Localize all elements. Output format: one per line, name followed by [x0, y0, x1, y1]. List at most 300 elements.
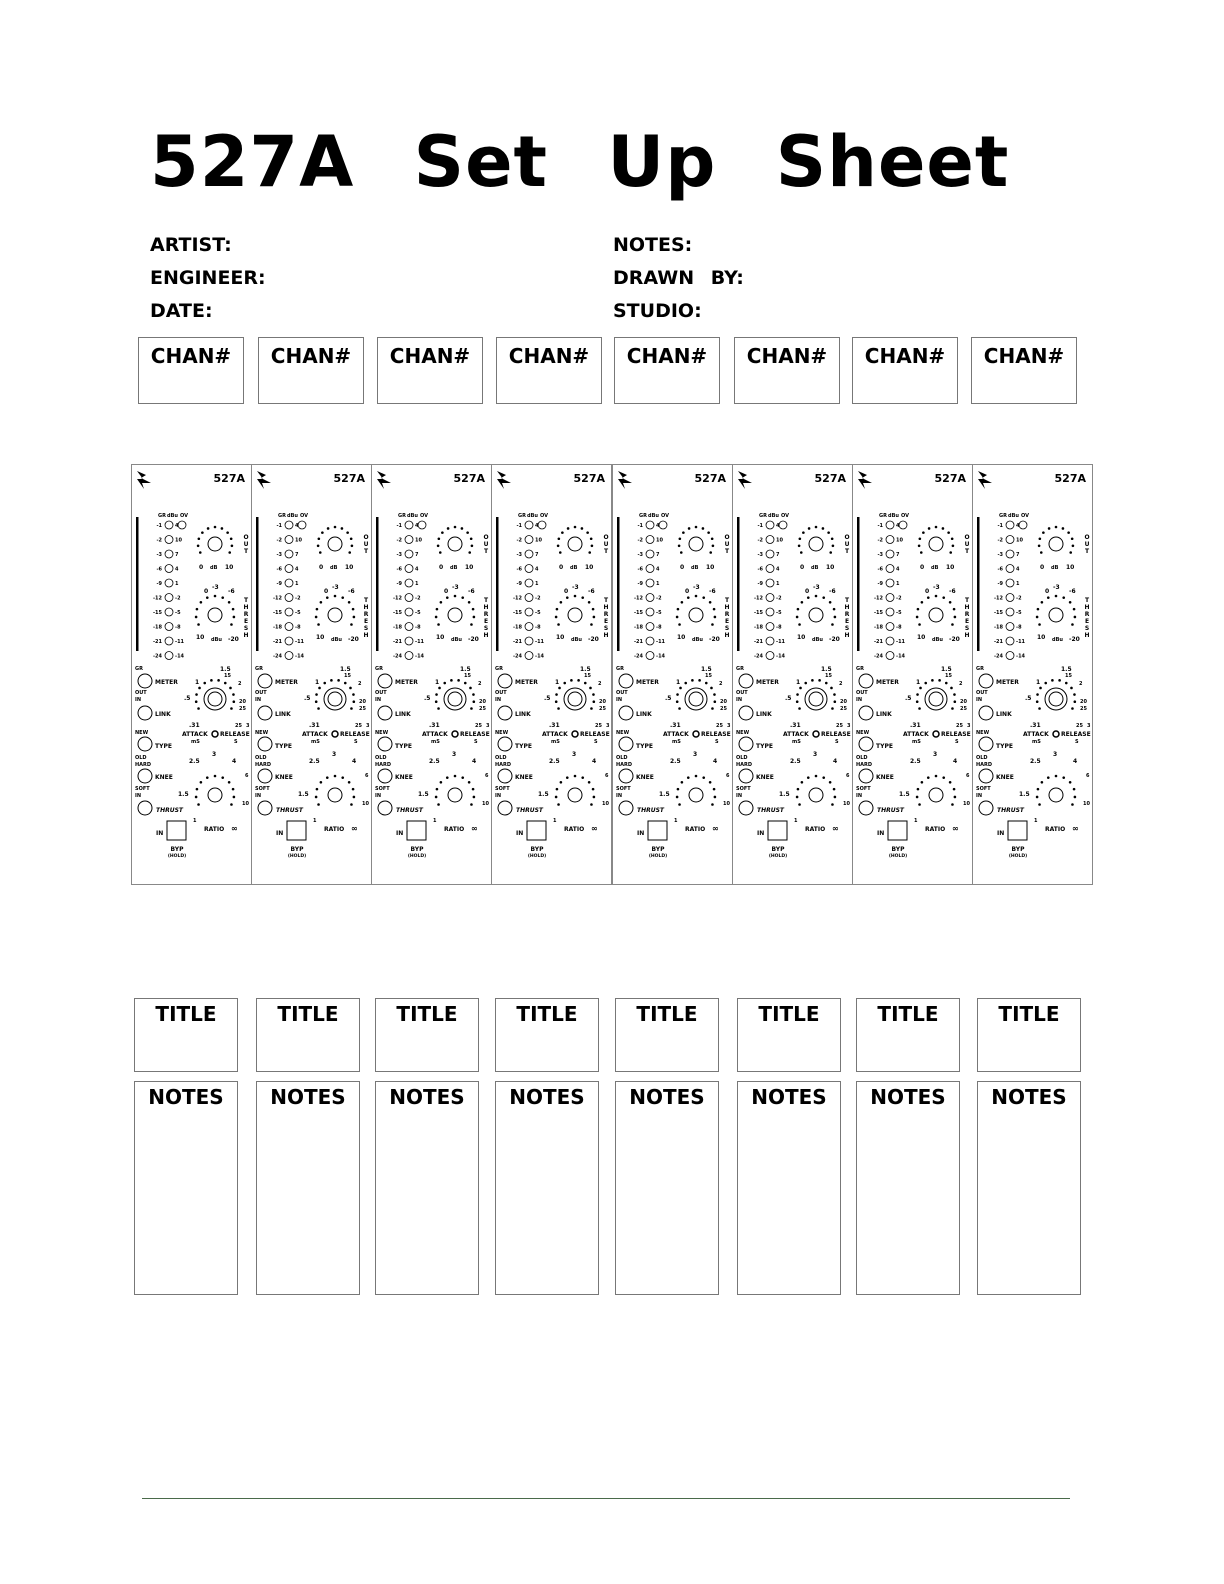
thresh-letter: H [483, 632, 489, 639]
gr-scale-label: -1 [877, 523, 883, 529]
attack-label: ATTACK [903, 731, 929, 738]
knee-button[interactable] [138, 769, 152, 783]
attack-scale-dot [1073, 693, 1076, 696]
meter-led [525, 521, 533, 529]
ratio-scale-dot [1055, 775, 1058, 778]
out-letter: T [603, 548, 609, 555]
thresh-scale-dot [677, 608, 680, 611]
output-knob[interactable] [568, 537, 582, 551]
ratio-scale-1: 1 [553, 818, 557, 824]
title-box-5[interactable] [615, 998, 719, 1072]
ratio-scale-1: 1 [674, 818, 678, 824]
notes-box-6[interactable] [737, 1081, 841, 1295]
type-button[interactable] [979, 737, 993, 751]
release-scale-3: 3 [486, 723, 490, 729]
ratio-knob[interactable] [448, 788, 462, 802]
attack-scale-15: 15 [945, 673, 952, 679]
gr-scale-label: -6 [396, 566, 402, 573]
thresh-scale-dot [221, 596, 224, 599]
overload-led [418, 521, 426, 529]
bypass-button[interactable] [648, 821, 667, 840]
threshold-knob[interactable] [568, 608, 582, 622]
title-box-6[interactable] [737, 998, 841, 1072]
out-dial-unit: dB [570, 565, 578, 571]
attack-scale-dot [798, 707, 801, 710]
gr-scale-label: -1 [156, 523, 162, 529]
attack-label: ATTACK [302, 731, 328, 738]
output-knob[interactable] [689, 537, 703, 551]
thresh-dial-m3: -3 [572, 584, 579, 591]
knee-button[interactable] [498, 769, 512, 783]
attack-label: ATTACK [663, 731, 689, 738]
channel-number-box-2[interactable] [258, 337, 364, 404]
module-panel-7 [852, 464, 973, 885]
bypass-button[interactable] [167, 821, 186, 840]
threshold-knob[interactable] [929, 608, 943, 622]
link-button[interactable] [258, 706, 272, 720]
bypass-in-label: IN [396, 830, 404, 837]
link-button[interactable] [739, 706, 753, 720]
ratio-scale-dot [206, 776, 209, 779]
thresh-letter: T [1084, 597, 1090, 604]
title-box-8[interactable] [977, 998, 1081, 1072]
thresh-dial-m6: -6 [348, 588, 355, 595]
meter-led [525, 550, 533, 558]
thrust-button[interactable] [619, 801, 633, 815]
ratio-scale-dot [807, 776, 810, 779]
out-letter: U [724, 541, 730, 548]
threshold-knob[interactable] [689, 608, 703, 622]
thresh-dial-10: 10 [196, 634, 205, 641]
module-panel-drawing [132, 465, 251, 884]
output-knob[interactable] [1049, 537, 1063, 551]
release-label: RELEASE [580, 731, 610, 738]
ratio-scale-dot [440, 781, 443, 784]
ratio-scale-dot [437, 803, 440, 806]
meter-button[interactable] [859, 674, 873, 688]
notes-box-1[interactable] [134, 1081, 238, 1295]
notes-box-label: NOTES [991, 1085, 1067, 1109]
link-button[interactable] [138, 706, 152, 720]
bypass-button[interactable] [287, 821, 306, 840]
overload-led [178, 521, 186, 529]
thresh-scale-dot [195, 616, 198, 619]
out-scale-dot [1042, 531, 1045, 534]
meter-gr-header: GR [158, 513, 166, 519]
new-label: NEW [736, 730, 750, 736]
thrust-button[interactable] [138, 801, 152, 815]
thresh-scale-dot [822, 596, 825, 599]
channel-number-box-5[interactable] [614, 337, 720, 404]
ratio-scale-3: 3 [933, 751, 938, 758]
threshold-knob[interactable] [448, 608, 462, 622]
attack-scale-25: 25 [239, 706, 246, 712]
attack-release-knob[interactable] [444, 688, 466, 710]
out-letter: O [243, 534, 249, 541]
thresh-scale-dot [566, 596, 569, 599]
out-scale-dot [201, 531, 204, 534]
meter-led [886, 579, 894, 587]
thresh-scale-dot [473, 616, 476, 619]
notes-box-8[interactable] [977, 1081, 1081, 1295]
out-scale-dot [470, 537, 473, 540]
knee-button[interactable] [378, 769, 392, 783]
attack-scale-dot [1074, 700, 1077, 703]
soft-in-label: IN [255, 793, 262, 799]
ratio-scale-dot [829, 781, 832, 784]
ratio-scale-4: 4 [472, 758, 477, 765]
channel-number-box-7[interactable] [852, 337, 958, 404]
type-button[interactable] [498, 737, 512, 751]
ratio-scale-10: 10 [843, 801, 850, 807]
knee-label: KNEE [996, 774, 1014, 781]
attack-scale-0-31: .31 [189, 722, 200, 729]
notes-box-4[interactable] [495, 1081, 599, 1295]
meter-button[interactable] [619, 674, 633, 688]
link-button[interactable] [859, 706, 873, 720]
gr-scale-label: -18 [633, 624, 643, 631]
ratio-scale-dot [557, 803, 560, 806]
ratio-knob[interactable] [1049, 788, 1063, 802]
gr-scale-label: -18 [392, 624, 402, 631]
ratio-knob[interactable] [568, 788, 582, 802]
thrust-button[interactable] [498, 801, 512, 815]
soft-in-label: IN [495, 793, 502, 799]
type-label: TYPE [876, 743, 893, 750]
thresh-scale-dot [470, 623, 473, 626]
thresh-dial-m3: -3 [693, 584, 700, 591]
bypass-in-label: IN [877, 830, 885, 837]
thresh-letter: S [844, 625, 850, 632]
thresh-scale-dot [348, 601, 351, 604]
module-panel-drawing [733, 465, 852, 884]
ratio-scale-dot [1038, 803, 1041, 806]
thrust-button[interactable] [378, 801, 392, 815]
bypass-button[interactable] [888, 821, 907, 840]
notes-box-7[interactable] [856, 1081, 960, 1295]
notes-box-2[interactable] [256, 1081, 360, 1295]
attack-scale-dot [315, 700, 318, 703]
ratio-scale-dot [815, 775, 818, 778]
title-box-label: TITLE [998, 1002, 1060, 1026]
thresh-dial-unit: dBu [932, 637, 943, 643]
gr-scale-label: -21 [633, 639, 643, 645]
type-button[interactable] [138, 737, 152, 751]
meter-button[interactable] [498, 674, 512, 688]
attack-label: ATTACK [422, 731, 448, 738]
output-knob[interactable] [929, 537, 943, 551]
thresh-scale-dot [590, 623, 593, 626]
bypass-button[interactable] [1008, 821, 1027, 840]
meter-led [525, 623, 533, 631]
thresh-scale-dot [797, 608, 800, 611]
dbu-scale-label: -8 [535, 624, 541, 631]
out-scale-dot [590, 537, 593, 540]
ratio-scale-dot [472, 788, 475, 791]
ratio-scale-dot [918, 803, 921, 806]
release-label: RELEASE [1061, 731, 1091, 738]
out-scale-dot [949, 551, 952, 554]
bypass-button[interactable] [407, 821, 426, 840]
attack-scale-0-5: .5 [785, 695, 792, 702]
ratio-knob[interactable] [809, 788, 823, 802]
attack-release-knob[interactable] [204, 688, 226, 710]
channel-number-box-6[interactable] [734, 337, 840, 404]
model-label: 527A [453, 472, 485, 485]
out-scale-dot [447, 527, 450, 530]
meter-gr-header: GR [879, 513, 887, 519]
attack-release-divider-icon [813, 731, 819, 737]
notes-box-5[interactable] [615, 1081, 719, 1295]
gr-scale-label: -15 [993, 610, 1003, 616]
ratio-knob[interactable] [208, 788, 222, 802]
soft-label: SOFT [495, 786, 510, 792]
output-knob[interactable] [809, 537, 823, 551]
ratio-scale-dot [711, 803, 714, 806]
ratio-scale-dot [461, 776, 464, 779]
dbu-scale-label: -11 [1016, 639, 1026, 645]
attack-scale-dot [1036, 693, 1039, 696]
in-label: IN [736, 697, 743, 703]
output-knob[interactable] [208, 537, 222, 551]
attack-release-knob[interactable] [324, 688, 346, 710]
bypass-button[interactable] [768, 821, 787, 840]
meter-led [1006, 652, 1014, 660]
thrust-label: THRUST [156, 807, 184, 814]
thresh-dial-unit: dBu [571, 637, 582, 643]
gr-scale-label: -24 [272, 653, 282, 660]
attack-scale-dot [337, 679, 340, 682]
attack-scale-dot [711, 707, 714, 710]
meter-button[interactable] [258, 674, 272, 688]
ratio-scale-dot [232, 788, 235, 791]
bypass-button[interactable] [527, 821, 546, 840]
dbu-scale-label: -14 [295, 653, 305, 660]
ratio-scale-dot [702, 776, 705, 779]
ratio-scale-dot [214, 775, 217, 778]
bypass-in-label: IN [276, 830, 284, 837]
dbu-scale-label: 4 [535, 566, 539, 573]
ratio-knob[interactable] [929, 788, 943, 802]
thresh-scale-dot [1071, 623, 1074, 626]
link-button[interactable] [378, 706, 392, 720]
attack-release-knob[interactable] [925, 688, 947, 710]
type-button[interactable] [859, 737, 873, 751]
threshold-knob[interactable] [1049, 608, 1063, 622]
out-dial-min: 0 [920, 564, 925, 571]
thresh-letter: E [844, 618, 850, 625]
knee-button[interactable] [859, 769, 873, 783]
attack-release-knob[interactable] [564, 688, 586, 710]
dbu-scale-label: 7 [535, 552, 539, 558]
attack-scale-0-5: .5 [304, 695, 311, 702]
thresh-scale-dot [233, 616, 236, 619]
attack-scale-dot [224, 682, 227, 685]
title-box-4[interactable] [495, 998, 599, 1072]
threshold-knob[interactable] [208, 608, 222, 622]
gr-scale-label: -12 [633, 595, 643, 602]
thresh-dial-m3: -3 [332, 584, 339, 591]
thresh-scale-dot [446, 596, 449, 599]
meter-led [285, 623, 293, 631]
thresh-dial-m3: -3 [1053, 584, 1060, 591]
knee-button[interactable] [979, 769, 993, 783]
thrust-button[interactable] [258, 801, 272, 815]
attack-release-knob[interactable] [685, 688, 707, 710]
out-scale-dot [695, 526, 698, 529]
gr-scale-label: -24 [633, 653, 643, 660]
ratio-knob[interactable] [328, 788, 342, 802]
title-box-label: TITLE [155, 1002, 217, 1026]
meter-label: METER [515, 679, 538, 686]
title-box-2[interactable] [256, 998, 360, 1072]
channel-number-box-8[interactable] [971, 337, 1077, 404]
notes-box-label: NOTES [751, 1085, 827, 1109]
attack-scale-dot [350, 707, 353, 710]
attack-scale-dot [584, 682, 587, 685]
attack-scale-0-31: .31 [309, 722, 320, 729]
meter-ov-header: OV [300, 513, 308, 519]
thrust-button[interactable] [739, 801, 753, 815]
title-box-3[interactable] [375, 998, 479, 1072]
out-letter: O [724, 534, 730, 541]
thresh-dial-m3: -3 [813, 584, 820, 591]
attack-scale-dot [203, 682, 206, 685]
attack-scale-dot [825, 682, 828, 685]
attack-scale-2: 2 [478, 681, 482, 687]
meter-led [646, 637, 654, 645]
meter-button[interactable] [739, 674, 753, 688]
attack-scale-dot [804, 682, 807, 685]
old-label: OLD [375, 755, 387, 761]
title-box-7[interactable] [856, 998, 960, 1072]
thresh-letter: T [964, 597, 970, 604]
gr-scale-label: -21 [993, 639, 1003, 645]
attack-scale-dot [352, 693, 355, 696]
out-scale-dot [334, 526, 337, 529]
channel-number-box-1[interactable] [138, 337, 244, 404]
thresh-dial-m6: -6 [228, 588, 235, 595]
knee-button[interactable] [619, 769, 633, 783]
old-label: OLD [856, 755, 868, 761]
bypass-hold-label: (HOLD) [648, 854, 668, 859]
release-scale-3: 3 [366, 723, 370, 729]
ratio-scale-dot [834, 796, 837, 799]
gr-scale-label: -18 [993, 624, 1003, 631]
output-knob[interactable] [448, 537, 462, 551]
attack-scale-dot [1051, 679, 1054, 682]
type-button[interactable] [739, 737, 753, 751]
meter-button[interactable] [979, 674, 993, 688]
meter-led [525, 608, 533, 616]
soft-in-label: IN [135, 793, 142, 799]
knee-button[interactable] [739, 769, 753, 783]
meter-led [886, 521, 894, 529]
channel-number-box-label: CHAN# [626, 344, 708, 368]
ratio-scale-dot [921, 781, 924, 784]
meter-led [405, 521, 413, 529]
thresh-scale-dot [581, 596, 584, 599]
knee-button[interactable] [258, 769, 272, 783]
channel-number-box-3[interactable] [377, 337, 483, 404]
thresh-scale-dot [831, 623, 834, 626]
out-scale-dot [581, 527, 584, 530]
module-panel-1 [131, 464, 252, 885]
out-scale-dot [935, 526, 938, 529]
thresh-scale-dot [592, 608, 595, 611]
title-box-1[interactable] [134, 998, 238, 1072]
thresh-scale-dot [695, 595, 698, 598]
dbu-scale-label: -5 [535, 610, 541, 616]
threshold-knob[interactable] [328, 608, 342, 622]
attack-scale-dot [1044, 682, 1047, 685]
gr-label: GR [736, 666, 744, 672]
new-label: NEW [135, 730, 149, 736]
type-button[interactable] [378, 737, 392, 751]
attack-scale-dot [919, 687, 922, 690]
out-scale-dot [1038, 544, 1041, 547]
notes-box-3[interactable] [375, 1081, 479, 1295]
meter-led [165, 637, 173, 645]
out-scale-dot [559, 551, 562, 554]
type-button[interactable] [258, 737, 272, 751]
link-button[interactable] [498, 706, 512, 720]
out-label: OUT [856, 690, 868, 696]
meter-ov-header: OV [661, 513, 669, 519]
thresh-dial-m3: -3 [212, 584, 219, 591]
attack-scale-1-5: 1.5 [821, 666, 832, 673]
thresh-dial-0: 0 [444, 588, 449, 595]
thresh-scale-dot [588, 601, 591, 604]
model-label: 527A [1054, 472, 1086, 485]
thrust-label: THRUST [997, 807, 1025, 814]
ratio-knob[interactable] [689, 788, 703, 802]
type-button[interactable] [619, 737, 633, 751]
thresh-letter: R [483, 611, 489, 618]
dbu-scale-label: 10 [776, 537, 783, 544]
output-knob[interactable] [328, 537, 342, 551]
thresh-dial-m6: -6 [709, 588, 716, 595]
out-letter: U [363, 541, 369, 548]
link-button[interactable] [979, 706, 993, 720]
bypass-label: BYP [530, 846, 544, 853]
ratio-scale-dot [326, 776, 329, 779]
dbu-scale-label: 4 [415, 566, 419, 573]
attack-release-knob[interactable] [805, 688, 827, 710]
release-scale-25: 25 [475, 723, 482, 729]
ratio-scale-4: 4 [953, 758, 958, 765]
ratio-infinity: ∞ [351, 824, 358, 833]
thrust-button[interactable] [979, 801, 993, 815]
channel-number-box-4[interactable] [496, 337, 602, 404]
meter-label: METER [756, 679, 779, 686]
meter-button[interactable] [138, 674, 152, 688]
out-scale-dot [468, 551, 471, 554]
new-label: NEW [255, 730, 269, 736]
link-button[interactable] [619, 706, 633, 720]
threshold-knob[interactable] [809, 608, 823, 622]
attack-scale-dot [349, 687, 352, 690]
thresh-scale-dot [1036, 616, 1039, 619]
drawn-by-label: DRAWN BY: [613, 267, 744, 289]
channel-number-box-label: CHAN# [983, 344, 1065, 368]
thresh-scale-dot [953, 608, 956, 611]
meter-button[interactable] [378, 674, 392, 688]
release-scale-3: 3 [606, 723, 610, 729]
attack-release-knob[interactable] [1045, 688, 1067, 710]
thrust-button[interactable] [859, 801, 873, 815]
gr-scale-label: -2 [396, 537, 402, 544]
